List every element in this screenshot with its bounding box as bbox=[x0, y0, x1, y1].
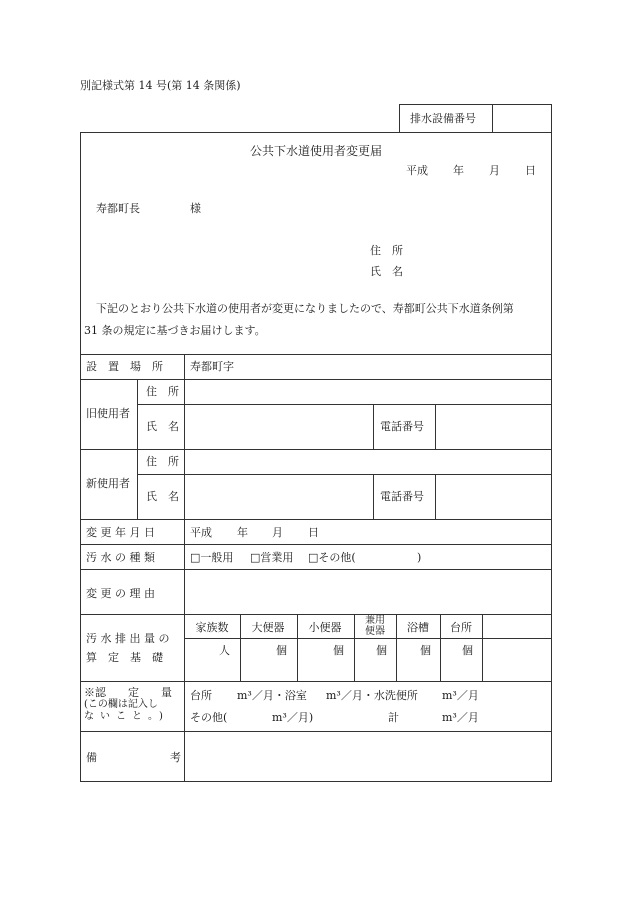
basis-label-line2: 算 定 基 礎 bbox=[86, 651, 163, 664]
new-user-name-label: 氏 名 bbox=[146, 490, 179, 503]
sewage-type-business-checkbox[interactable]: □営業用 bbox=[250, 551, 294, 564]
basis-unit-urinal: 個 bbox=[333, 644, 344, 657]
location-label: 設 置 場 所 bbox=[86, 360, 163, 373]
basis-header-family: 家族数 bbox=[195, 621, 229, 634]
location-field[interactable] bbox=[240, 357, 546, 377]
approved-label-line3: ないこと。) bbox=[84, 711, 169, 722]
approved-total-label: 計 bbox=[388, 711, 399, 724]
new-user-phone-field[interactable] bbox=[437, 476, 549, 517]
new-user-label: 新使用者 bbox=[86, 477, 130, 490]
new-user-address-field[interactable] bbox=[186, 451, 550, 472]
basis-unit-family: 人 bbox=[219, 644, 230, 657]
remarks-label-left: 備 bbox=[86, 751, 97, 764]
change-date-month: 月 bbox=[272, 526, 283, 539]
basis-header-kitchen: 台所 bbox=[450, 621, 472, 634]
old-user-address-field[interactable] bbox=[186, 381, 550, 402]
basis-header-combined: 兼用便器 bbox=[365, 615, 385, 637]
form-title: 公共下水道使用者変更届 bbox=[249, 144, 383, 158]
change-date-label: 変 更 年 月 日 bbox=[86, 526, 155, 539]
approved-total-unit: m³／月 bbox=[442, 711, 479, 724]
new-user-phone-label: 電話番号 bbox=[380, 490, 424, 503]
old-user-name-label: 氏 名 bbox=[146, 420, 179, 433]
old-user-name-field[interactable] bbox=[186, 406, 371, 447]
date-era: 平成 bbox=[406, 164, 428, 177]
old-user-label: 旧使用者 bbox=[86, 407, 130, 420]
form-id: 別記様式第 14 号(第 14 条関係) bbox=[80, 79, 241, 92]
basis-unit-bath: 個 bbox=[420, 644, 431, 657]
body-text-line1: 下記のとおり公共下水道の使用者が変更になりましたので、寿都町公共下水道条例第 bbox=[96, 302, 514, 315]
basis-unit-toilet: 個 bbox=[276, 644, 287, 657]
sewage-type-other-close: ) bbox=[417, 551, 422, 564]
sewage-type-other-checkbox[interactable]: □その他( bbox=[308, 551, 356, 564]
location-prefix: 寿都町字 bbox=[190, 360, 234, 373]
applicant-address-field[interactable] bbox=[410, 240, 545, 258]
change-date-year: 年 bbox=[237, 526, 248, 539]
addressee-name: 寿都町長 bbox=[96, 202, 140, 215]
approved-other-unit: m³／月) bbox=[272, 711, 314, 724]
basis-header-bath: 浴槽 bbox=[407, 621, 429, 634]
approved-label-line1: ※認 定 量 bbox=[84, 686, 172, 699]
approved-label-line2: (この欄は記入し bbox=[84, 699, 158, 710]
approved-other-label: その他( bbox=[190, 711, 228, 724]
applicant-name-field[interactable] bbox=[410, 261, 545, 279]
discharge-no-field[interactable] bbox=[493, 105, 550, 131]
body-text-line2: 31 条の規定に基づきお届けします。 bbox=[84, 324, 266, 337]
change-date-era: 平成 bbox=[190, 526, 212, 539]
date-month: 月 bbox=[489, 164, 500, 177]
basis-header-urinal: 小便器 bbox=[308, 621, 342, 634]
sewage-type-label: 汚 水 の 種 類 bbox=[86, 551, 155, 564]
date-day: 日 bbox=[525, 164, 536, 177]
approved-kitchen-label: 台所 bbox=[190, 689, 212, 702]
old-user-address-label: 住 所 bbox=[146, 385, 179, 398]
basis-unit-kitchen: 個 bbox=[462, 644, 473, 657]
applicant-name-label: 氏 名 bbox=[370, 265, 403, 278]
new-user-name-field[interactable] bbox=[186, 476, 371, 517]
approved-bath-label: m³／月・浴室 bbox=[237, 689, 307, 702]
approved-line1-unit: m³／月 bbox=[442, 689, 479, 702]
applicant-address-label: 住 所 bbox=[370, 244, 403, 257]
remarks-label-right: 考 bbox=[170, 751, 181, 764]
basis-label-line1: 汚 水 排 出 量 の bbox=[86, 632, 170, 645]
basis-unit-combined: 個 bbox=[376, 644, 387, 657]
sewage-type-general-checkbox[interactable]: □一般用 bbox=[190, 551, 234, 564]
change-date-day: 日 bbox=[308, 526, 319, 539]
approved-flush-label: m³／月・水洗便所 bbox=[326, 689, 418, 702]
discharge-no-label: 排水設備番号 bbox=[410, 112, 476, 125]
change-reason-field[interactable] bbox=[186, 571, 550, 612]
addressee-honorific: 様 bbox=[190, 202, 201, 215]
old-user-phone-label: 電話番号 bbox=[380, 420, 424, 433]
change-reason-label: 変 更 の 理 由 bbox=[86, 587, 155, 600]
old-user-phone-field[interactable] bbox=[437, 406, 549, 447]
remarks-field[interactable] bbox=[186, 733, 550, 779]
basis-header-toilet: 大便器 bbox=[251, 621, 285, 634]
date-year: 年 bbox=[453, 164, 464, 177]
new-user-address-label: 住 所 bbox=[146, 455, 179, 468]
